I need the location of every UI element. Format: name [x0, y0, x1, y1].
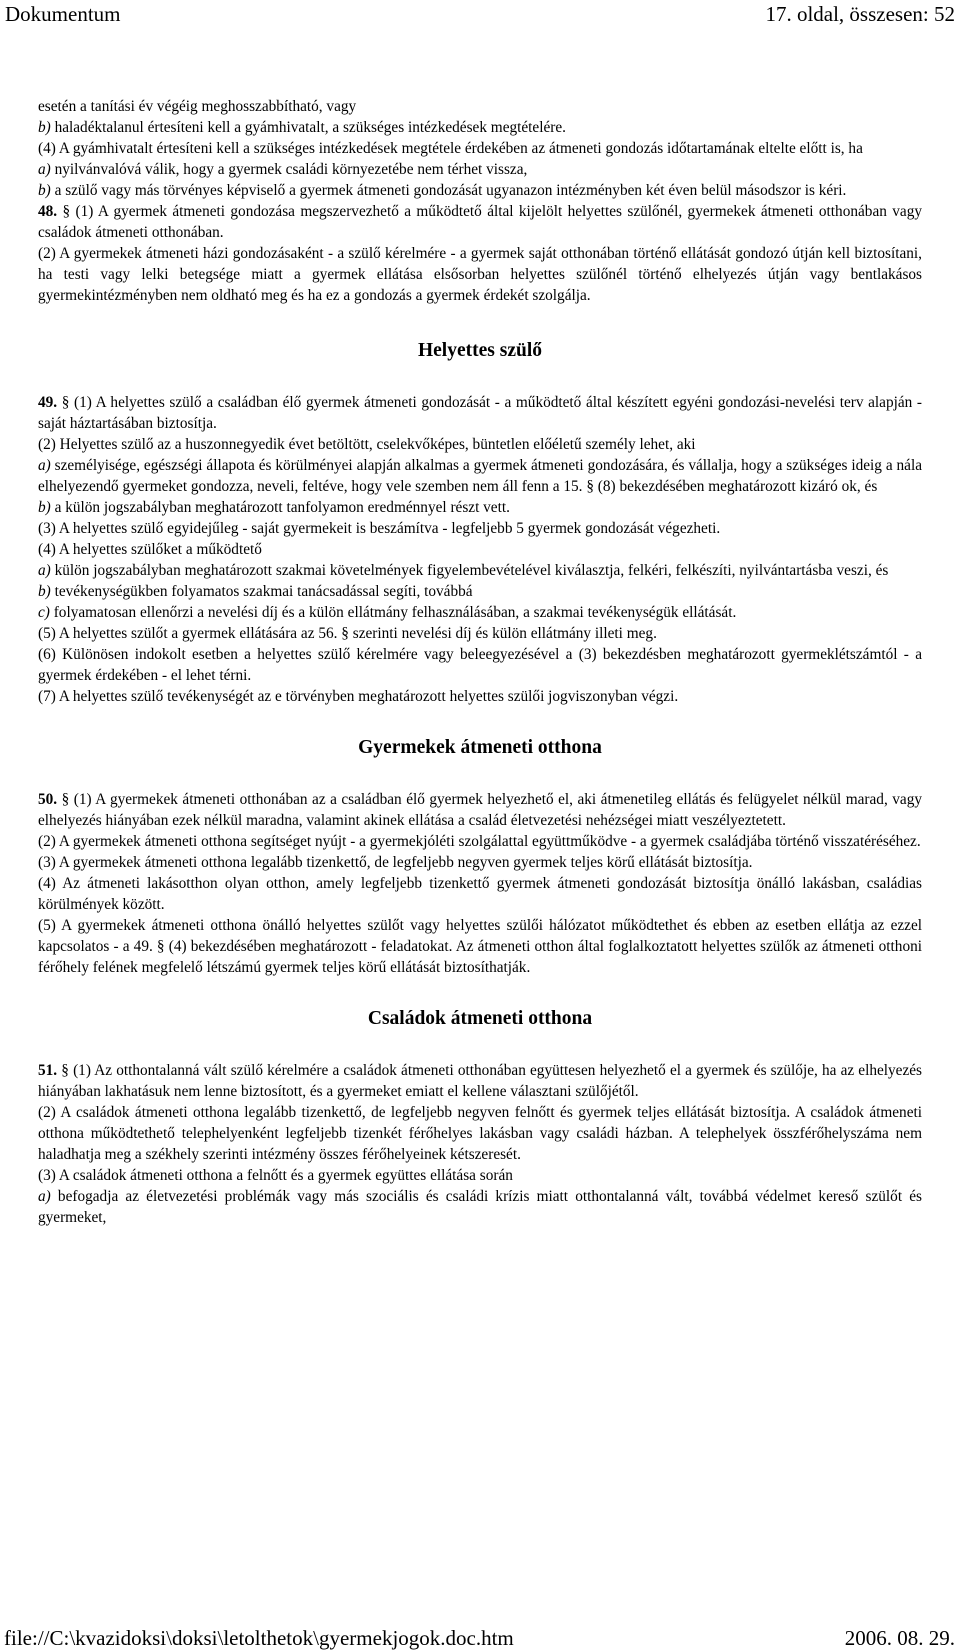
- paragraph: (2) A gyermekek átmeneti házi gondozásaként - a szülő kérelmére - a gyermek saját otthonában történő ellátását gondozó útján kell biztosítani, ha testi vagy lelki betegsége miatt a gyermek ellátása elsősorban helyettes szülőnél történő elhelyezés útján vagy bentlakásos gyermekintézményben nem oldható meg és ha ez a gondozás a gyermek érdekét szolgálja.: [38, 245, 922, 304]
- paragraph: c) folyamatosan ellenőrzi a nevelési díj és a külön ellátmány felhasználásában, a szakmai tevékenységük ellátását.: [38, 604, 737, 621]
- section-heading: Gyermekek átmeneti otthona: [358, 737, 602, 758]
- paragraph: a) nyilvánvalóvá válik, hogy a gyermek családi környezetébe nem térhet vissza,: [38, 161, 528, 178]
- page-footer: [4, 1624, 955, 1652]
- section-paragraph: 49. § (1) A helyettes szülő a családban élő gyermek átmeneti gondozását - a működtető által készített egyéni gondozási-nevelési terv alapján - saját háztartásában biztosítja.: [38, 394, 922, 432]
- paragraph: a) személyisége, egészségi állapota és körülményei alapján alkalmas a gyermek átmeneti gondozására, és vállalja, hogy a szükséges ideig a nála elhelyezendő gyermeket gondozza, neveli, feltéve, hogy vele szemben nem áll fenn a 15. § (8) bekezdésében meghatározott kizáró ok, és: [38, 457, 922, 495]
- paragraph: b) tevékenységükben folyamatos szakmai tanácsadással segíti, továbbá: [38, 583, 473, 600]
- section-paragraph: 48. § (1) A gyermek átmeneti gondozása megszervezhető a működtető által kijelölt helyettes szülőnél, gyermekek átmeneti otthonában vagy családok átmeneti otthonában.: [38, 203, 922, 241]
- section-heading: Helyettes szülő: [417, 340, 542, 361]
- paragraph: b) haladéktalanul értesíteni kell a gyámhivatalt, a szükséges intézkedések megtételére.: [38, 119, 566, 136]
- paragraph: (2) A családok átmeneti otthona legalább tizenkettő, de legfeljebb negyven felnőtt és gyermek teljes ellátását biztosítja. A családok átmeneti otthona működtethető telephelyenként legfeljebb tizenkét férőhelyes lakásban vagy családi házban. A telephelyek összférőhelyszáma nem haladhatja meg a székhely szerinti intézmény összes férőhelyeinek kétszeresét.: [38, 1104, 922, 1163]
- paragraph: (5) A helyettes szülőt a gyermek ellátására az 56. § szerinti nevelési díj és külön ellátmány illeti meg.: [38, 625, 657, 642]
- page-header: [5, 0, 955, 28]
- paragraph: (3) A családok átmeneti otthona a felnőtt és a gyermek együttes ellátása során: [38, 1167, 513, 1184]
- paragraph: esetén a tanítási év végéig meghosszabbítható, vagy: [38, 98, 357, 115]
- paragraph: a) befogadja az életvezetési problémák vagy más szociális és családi krízis miatt otthontalanná vált, továbbá védelmet kereső szülőt és gyermeket,: [38, 1188, 922, 1226]
- paragraph: (3) A helyettes szülő egyidejűleg - saját gyermekeit is beszámítva - legfeljebb 5 gyermek gondozását végezheti.: [38, 520, 721, 537]
- file-path: file://C:\kvazidoksi\doksi\letolthetok\gyermekjogok.doc.htm: [4, 1626, 514, 1650]
- paragraph: (4) Az átmeneti lakásotthon olyan otthon, amely legfeljebb tizenkettő gyermek átmeneti gondozását biztosítja önálló lakásban, családias körülmények között.: [38, 875, 922, 913]
- print-date: 2006. 08. 29.: [844, 1626, 955, 1650]
- document-title: Dokumentum: [5, 2, 121, 26]
- paragraph: (2) A gyermekek átmeneti otthona segítséget nyújt - a gyermekjóléti szolgálattal együttműködve - a gyermek családjába történő visszatéréséhez.: [38, 833, 921, 850]
- paragraph: b) a külön jogszabályban meghatározott tanfolyamon eredménnyel részt vett.: [38, 499, 510, 516]
- paragraph: (3) A gyermekek átmeneti otthona legalább tizenkettő, de legfeljebb negyven gyermek teljes körű ellátását biztosítja.: [38, 854, 753, 871]
- page-counter: 17. oldal, összesen: 52: [765, 2, 955, 26]
- paragraph: (6) Különösen indokolt esetben a helyettes szülő kérelmére vagy beleegyezésével a (3) bekezdésben meghatározott gyermeklétszámtól - a gyermek érdekében - el lehet térni.: [38, 646, 922, 684]
- section-paragraph: 50. § (1) A gyermekek átmeneti otthonában az a családban élő gyermek helyezhető el, aki átmenetileg ellátás és felügyelet nélkül marad, vagy elhelyezés hiányában ezek nélkül maradna, valamint akinek ellátása a család életvezetési nehézségei miatt veszélyeztetett.: [38, 791, 922, 829]
- paragraph: (5) A gyermekek átmeneti otthona önálló helyettes szülőt vagy helyettes szülői hálózatot működtethet és ebben az esetben ellátja az ezzel kapcsolatos - a 49. § (4) bekezdésében meghatározott - feladatokat. Az átmeneti otthon által foglalkoztatott helyettes szülők az átmeneti otthoni férőhely felének megfelelő létszámú gyermek teljes körű ellátását biztosíthatják.: [38, 917, 922, 976]
- paragraph: b) a szülő vagy más törvényes képviselő a gyermek átmeneti gondozását ugyanazon intézményben két éven belül másodszor is kéri.: [38, 182, 847, 199]
- section-heading: Családok átmeneti otthona: [367, 1008, 593, 1029]
- paragraph: (4) A helyettes szülőket a működtető: [38, 541, 262, 558]
- paragraph: (7) A helyettes szülő tevékenységét az e törvényben meghatározott helyettes szülői jogviszonyban végzi.: [38, 688, 679, 705]
- document-body: [38, 96, 922, 1228]
- paragraph: (4) A gyámhivatalt értesíteni kell a szükséges intézkedések megtétele érdekében az átmeneti gondozás időtartamának eltelte előtt is, ha: [38, 140, 863, 157]
- section-paragraph: 51. § (1) Az otthontalanná vált szülő kérelmére a családok átmeneti otthonában együttesen helyezhető el a gyermek és szülője, ha az elhelyezés hiányában lakhatásuk nem lenne biztosított, és a gyermeket emiatt el kellene választani szülőjétől.: [38, 1062, 922, 1100]
- paragraph: a) külön jogszabályban meghatározott szakmai követelmények figyelembevételével kiválasztja, felkéri, felkészíti, nyilvántartásba veszi, és: [38, 562, 889, 579]
- paragraph: (2) Helyettes szülő az a huszonnegyedik évet betöltött, cselekvőképes, büntetlen előéletű személy lehet, aki: [38, 436, 696, 453]
